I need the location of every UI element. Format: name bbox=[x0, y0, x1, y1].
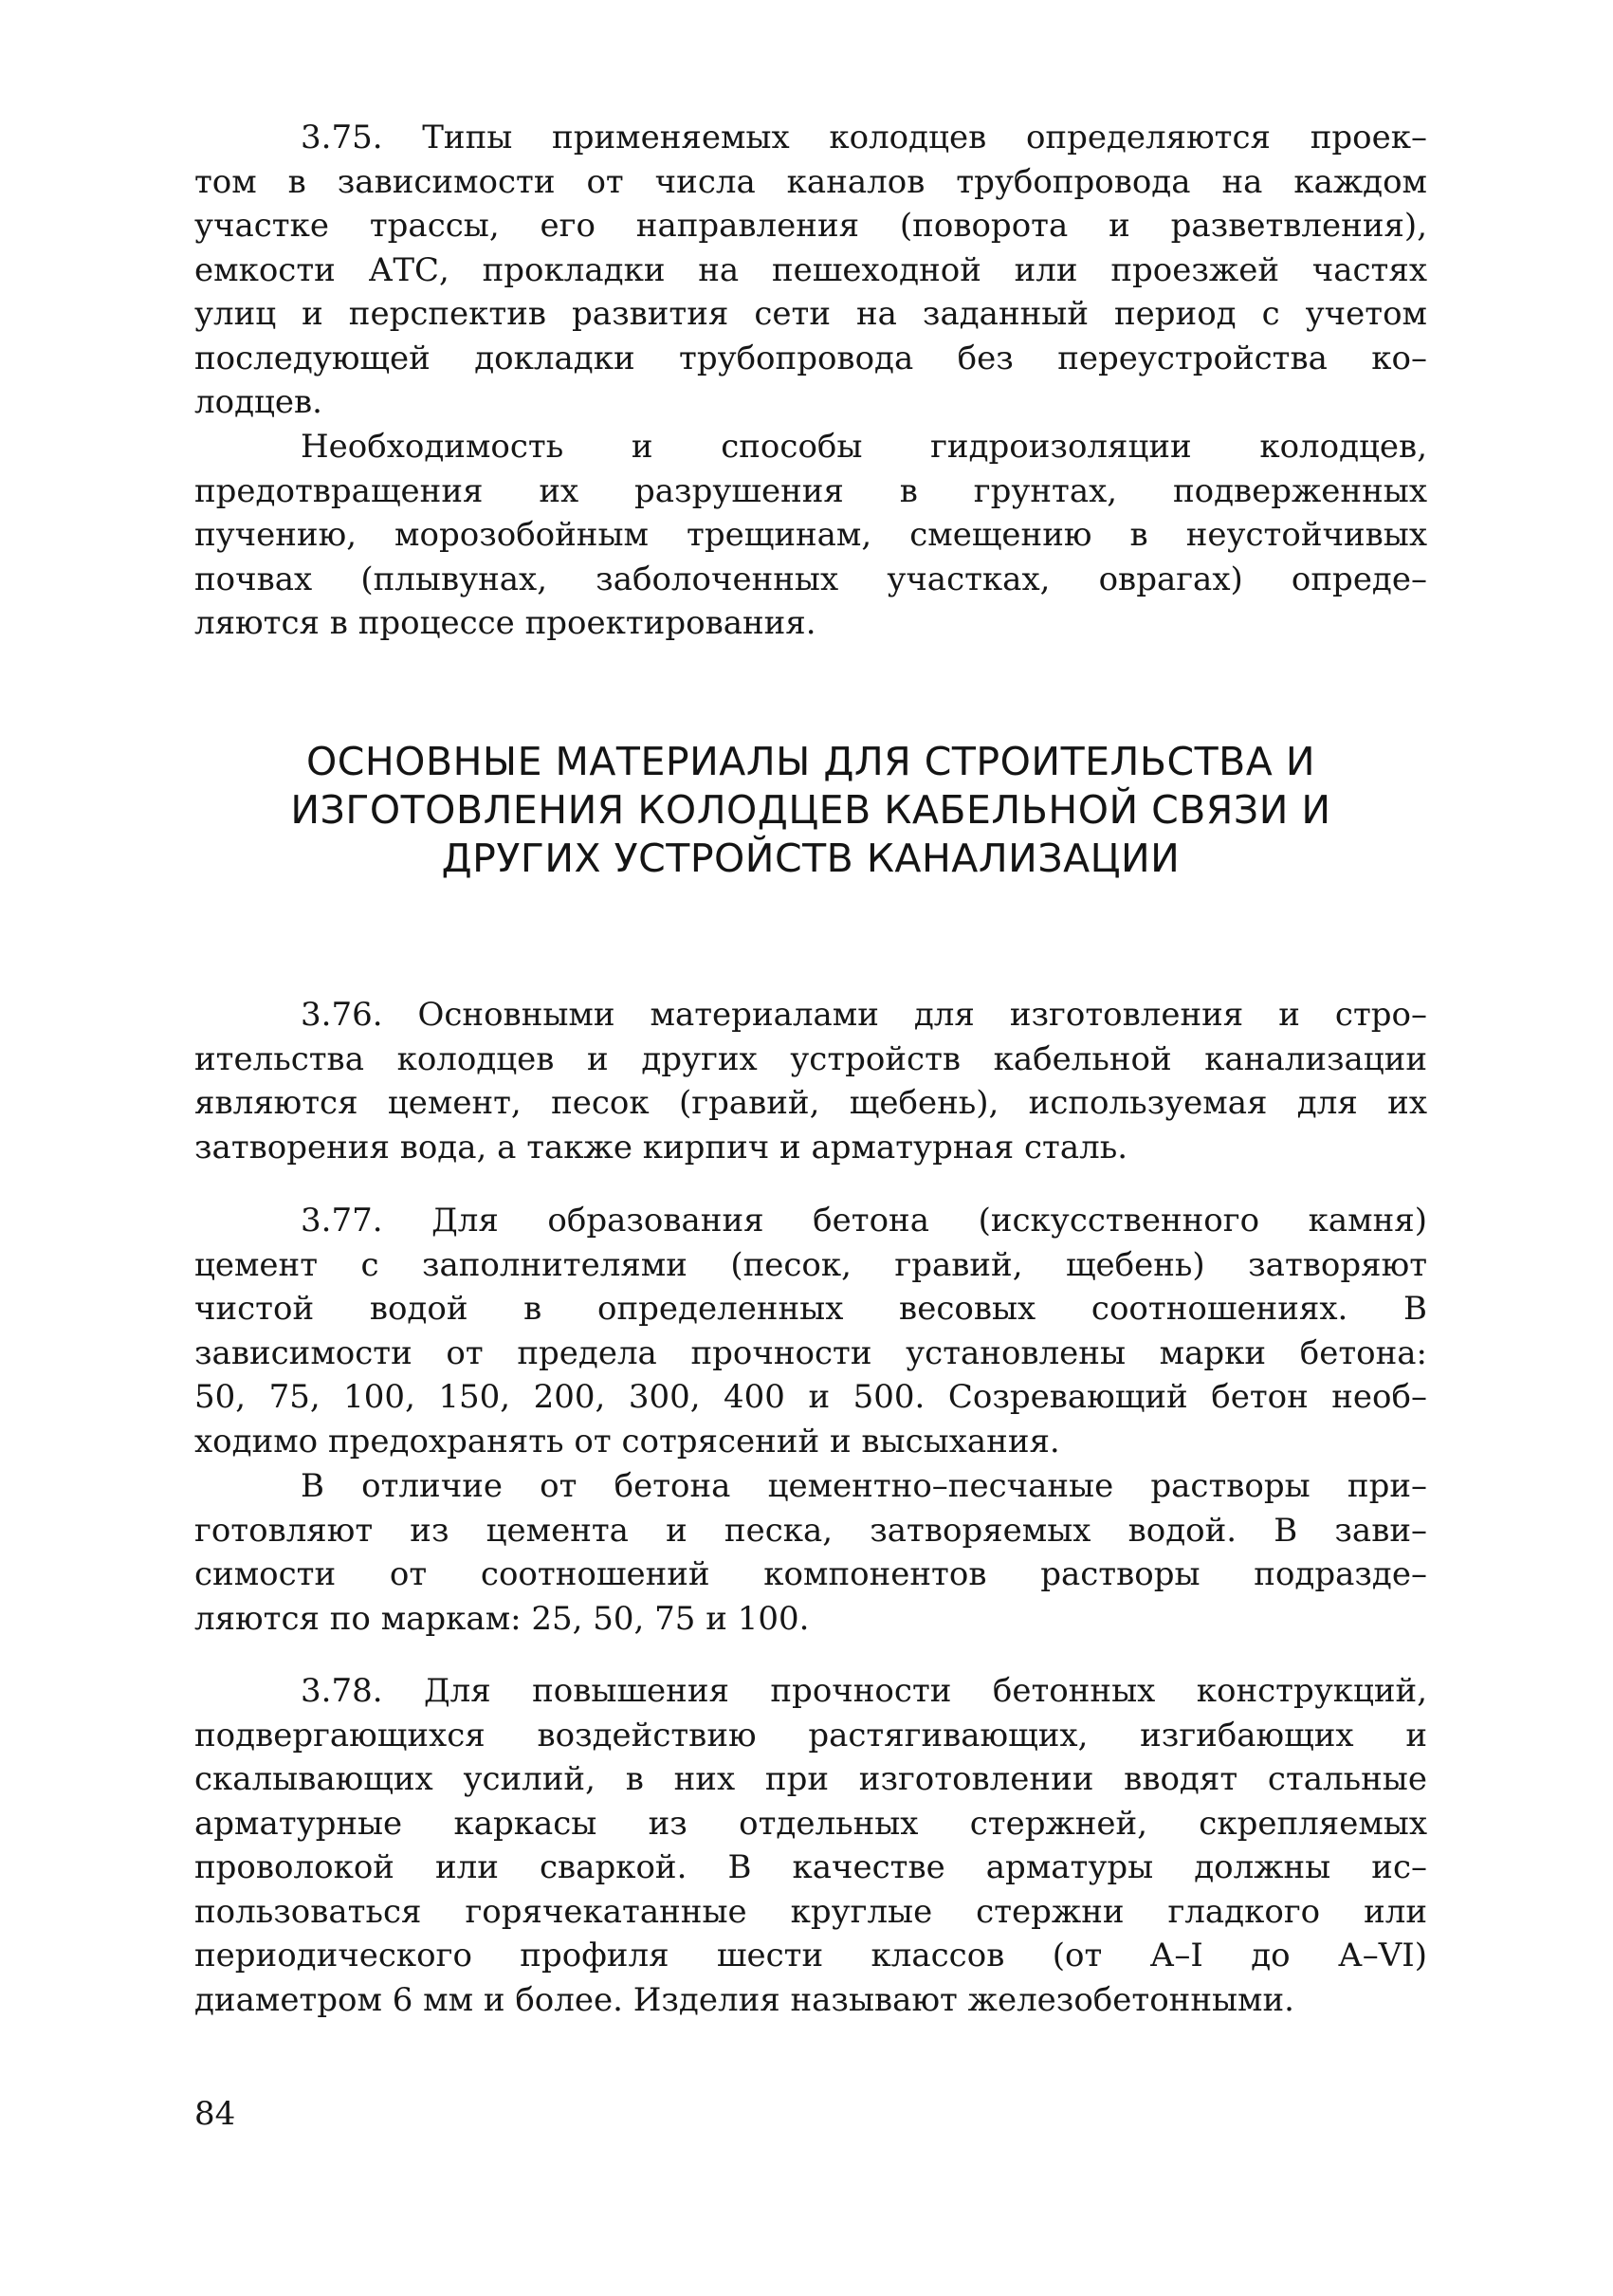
text-line: Необходимость и способы гидроизоляции колодцев, bbox=[301, 428, 1427, 466]
text-line: участке трассы, его направления (поворота и разветвления), bbox=[194, 207, 1427, 245]
text-line: улиц и перспектив развития сети на заданный период с учетом bbox=[194, 295, 1427, 333]
paragraph-3-75 bbox=[194, 116, 1427, 425]
text-line: последующей докладки трубопровода без переустройства ко– bbox=[194, 339, 1427, 377]
text-line: скалывающих усилий, в них при изготовлении вводят стальные bbox=[194, 1760, 1427, 1798]
text-line: пользоваться горячекатанные круглые стержни гладкого или bbox=[194, 1892, 1427, 1931]
text-line: 3.78. Для повышения прочности бетонных конструкций, bbox=[301, 1672, 1427, 1710]
text-line: том в зависимости от числа каналов трубопровода на каждом bbox=[194, 162, 1427, 201]
page-number: 84 bbox=[194, 2095, 236, 2133]
text-line: емкости АТС, прокладки на пешеходной или проезжей частях bbox=[194, 250, 1427, 289]
text-line: 3.76. Основными материалами для изготовления и стро– bbox=[301, 996, 1427, 1034]
text-line: подвергающихся воздействию растягивающих, изгибающих и bbox=[194, 1716, 1427, 1754]
text-line: лодцев. bbox=[194, 383, 322, 421]
paragraph-3-78 bbox=[194, 1669, 1427, 2022]
text-line: диаметром 6 мм и более. Изделия называют железобетонными. bbox=[194, 1980, 1294, 2019]
text-line: арматурные каркасы из отдельных стержней, скрепляемых bbox=[194, 1804, 1427, 1843]
text-line: ходимо предохранять от сотрясений и высыхания. bbox=[194, 1422, 1060, 1460]
text-line: ительства колодцев и других устройств кабельной канализации bbox=[194, 1039, 1427, 1078]
paragraph-mortars bbox=[194, 1464, 1427, 1641]
paragraph-waterproofing bbox=[194, 425, 1427, 646]
text-line: периодического профиля шести классов (от А–I до А–VI) bbox=[194, 1937, 1427, 1975]
heading-line: ДРУГИХ УСТРОЙСТВ КАНАЛИЗАЦИИ bbox=[441, 836, 1181, 881]
section-heading bbox=[194, 738, 1427, 883]
text-line: проволокой или сваркой. В качестве арматуры должны ис– bbox=[194, 1848, 1427, 1886]
text-line: зависимости от предела прочности установлены марки бетона: bbox=[194, 1333, 1427, 1372]
text-line: симости от соотношений компонентов растворы подразде– bbox=[194, 1555, 1427, 1593]
text-line: В отличие от бетона цементно–песчаные растворы при– bbox=[301, 1467, 1427, 1505]
heading-line: ОСНОВНЫЕ МАТЕРИАЛЫ ДЛЯ СТРОИТЕЛЬСТВА И bbox=[305, 739, 1316, 784]
text-line: пучению, морозобойным трещинам, смещению в неустойчивых bbox=[194, 516, 1427, 554]
text-line: затворения вода, а также кирпич и арматурная сталь. bbox=[194, 1128, 1128, 1166]
text-line: ляются по маркам: 25, 50, 75 и 100. bbox=[194, 1599, 810, 1638]
text-line: почвах (плывунах, заболоченных участках, оврагах) опреде– bbox=[194, 560, 1427, 598]
text-line: ляются в процессе проектирования. bbox=[194, 604, 816, 642]
heading-line: ИЗГОТОВЛЕНИЯ КОЛОДЦЕВ КАБЕЛЬНОЙ СВЯЗИ И bbox=[290, 787, 1331, 833]
paragraph-3-76 bbox=[194, 993, 1427, 1169]
text-line: чистой водой в определенных весовых соотношениях. В bbox=[194, 1290, 1427, 1328]
text-line: 50, 75, 100, 150, 200, 300, 400 и 500. Созревающий бетон необ– bbox=[194, 1378, 1427, 1416]
text-line: 3.77. Для образования бетона (искусственного камня) bbox=[301, 1202, 1427, 1240]
text-line: 3.75. Типы применяемых колодцев определяются проек– bbox=[301, 119, 1427, 156]
text-line: являются цемент, песок (гравий, щебень), используемая для их bbox=[194, 1084, 1427, 1122]
paragraph-3-77 bbox=[194, 1199, 1427, 1463]
text-line: цемент с заполнителями (песок, гравий, щебень) затворяют bbox=[194, 1245, 1427, 1284]
text-line: готовляют из цемента и песка, затворяемых водой. В зави– bbox=[194, 1511, 1427, 1550]
text-line: предотвращения их разрушения в грунтах, подверженных bbox=[194, 471, 1427, 510]
